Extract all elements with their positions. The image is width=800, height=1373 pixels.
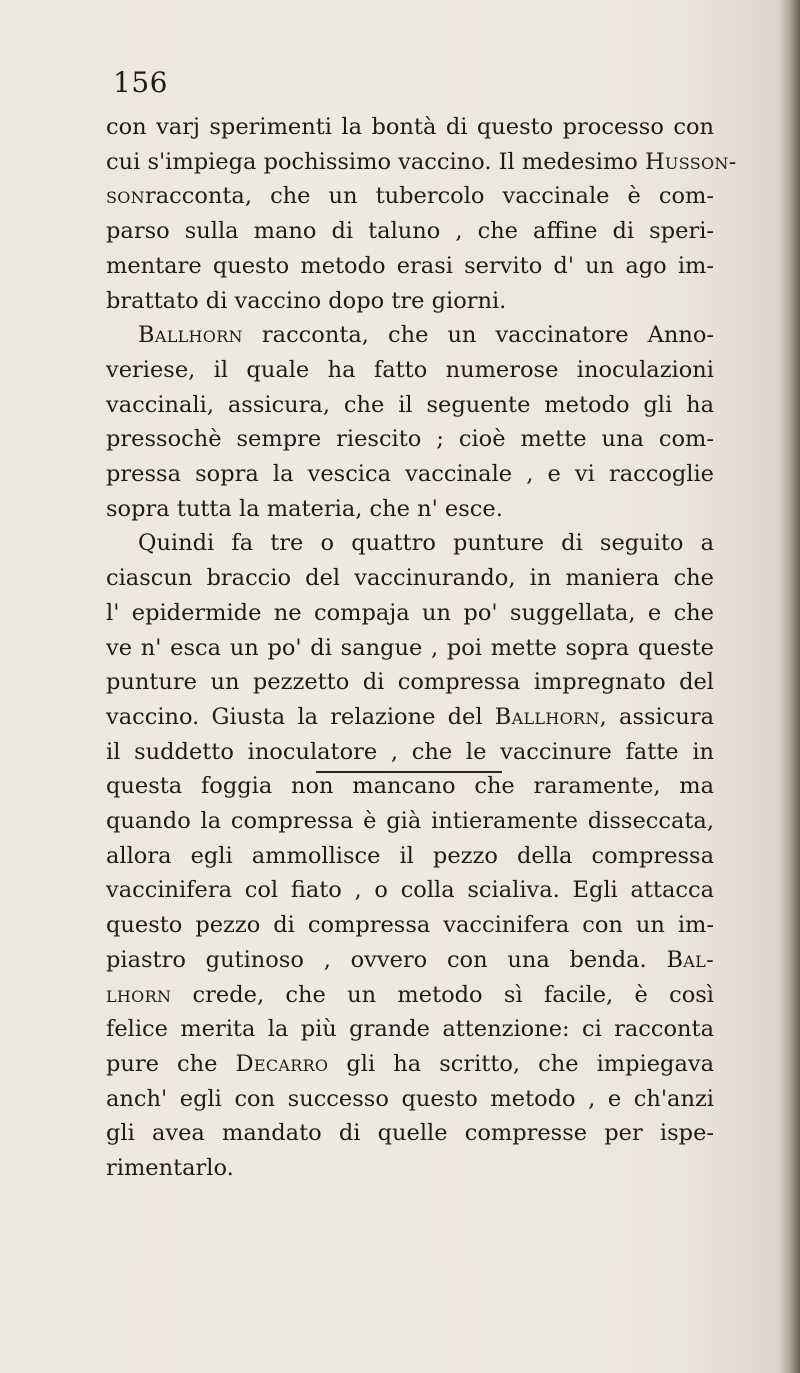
text-line: ve n' esca un po' di sangue , poi mette sopra queste (106, 634, 714, 661)
binding-edge-shadow (780, 0, 800, 1373)
text-line: vaccino. Giusta la relazione del Ballhorn, assicura (106, 703, 714, 730)
text-line: gli avea mandato di quelle compresse per ispe- (106, 1120, 714, 1147)
text-line: pressa sopra la vescica vaccinale , e vi raccoglie (106, 461, 714, 488)
text-line: vaccinali, assicura, che il seguente metodo gli ha (106, 391, 714, 418)
text-line: rimentarlo. (106, 1155, 234, 1182)
text-line: vaccinifera col fiato , o colla scialiva. Egli attacca (106, 877, 714, 904)
text-line: allora egli ammollisce il pezzo della compressa (106, 842, 714, 869)
text-line: mentare questo metodo erasi servito d' un ago im- (106, 252, 714, 279)
text-line: ciascun braccio del vaccinurando, in maniera che (106, 565, 714, 592)
text-line: cui s'impiega pochissimo vaccino. Il medesimo Husson- (106, 148, 737, 175)
text-line: Ballhorn racconta, che un vaccinatore Anno- (138, 322, 714, 349)
text-line: sopra tutta la materia, che n' esce. (106, 495, 503, 522)
text-line: punture un pezzetto di compressa impregnato del (106, 669, 714, 696)
text-line: con varj sperimenti la bontà di questo processo con (106, 114, 714, 140)
text-line: l' epidermide ne compaja un po' suggellata, e che (106, 599, 714, 626)
text-line: sonracconta, che un tubercolo vaccinale è com- (106, 183, 714, 210)
text-line: brattato di vaccino dopo tre giorni. (106, 287, 507, 314)
text-line: questo pezzo di compressa vaccinifera con un im- (106, 912, 714, 939)
text-line: anch' egli con successo questo metodo , e ch'anzi (106, 1085, 714, 1112)
text-line: quando la compressa è già intieramente disseccata, (106, 808, 714, 835)
text-line: il suddetto inoculatore , che le vaccinure fatte in (106, 738, 714, 765)
page-number: 156 (113, 66, 168, 99)
person-name: Husson (645, 148, 729, 175)
person-name: Decarro (235, 1050, 329, 1077)
person-name: Ballhorn (494, 703, 600, 730)
text-line: Quindi fa tre o quattro punture di seguito a (138, 530, 714, 557)
body-text (106, 110, 737, 1186)
text-line: pure che Decarro gli ha scritto, che impiegava (106, 1050, 714, 1077)
text-line: piastro gutinoso , ovvero con una benda. Bal- (106, 946, 714, 973)
text-line: veriese, il quale ha fatto numerose inoculazioni (106, 356, 714, 383)
text-line: felice merita la più grande attenzione: ci racconta (106, 1016, 714, 1043)
text-line: pressochè sempre riescito ; cioè mette una com- (106, 426, 714, 453)
person-name: Ballhorn (138, 322, 243, 349)
text-line: parso sulla mano di taluno , che affine di speri- (106, 218, 714, 245)
section-divider-rule (316, 771, 502, 773)
person-name: Bal- (666, 946, 714, 973)
text-line: questa foggia non mancano che raramente, ma (106, 773, 714, 800)
text-line: lhorn crede, che un metodo sì facile, è così (106, 981, 714, 1008)
person-name: lhorn (106, 981, 172, 1008)
